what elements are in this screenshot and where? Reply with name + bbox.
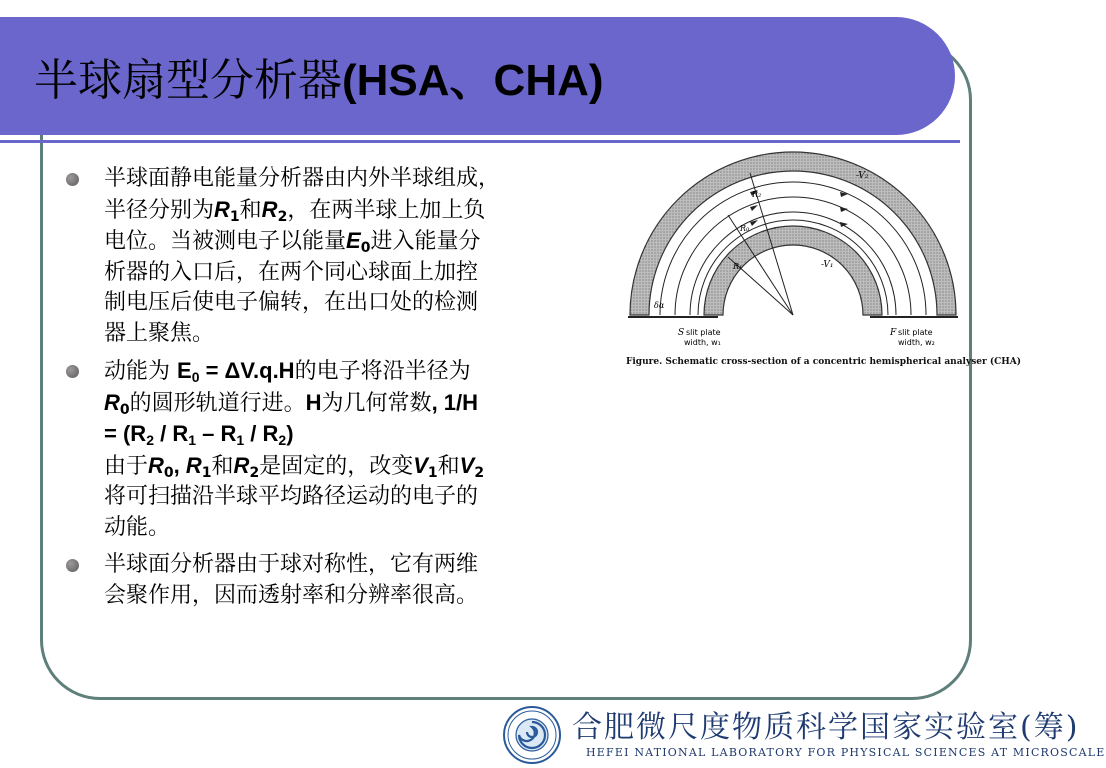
- arrow-head: [840, 222, 848, 227]
- bullet-text-2: 动能为 $E_0 = \Delta V.q.H$的电子将沿半径为 $R_0$的圆形轨道行进。H为几何常数, 1/H = $(R_2 / R_1 - R_1 / R_2)$ 由于$R_0$, $R_1$和$R_2$是固定的，改变$V_1$和$V_2$ 将可扫描沿半球平均路径运动的电子的 动能。: [104, 358, 485, 540]
- label-v2: -V₂: [856, 171, 869, 181]
- bullet-dot-icon: [66, 559, 79, 572]
- lab-name-en: HEFEI NATIONAL LABORATORY FOR PHYSICAL SCIENCES AT MICROSCALE: [586, 746, 1106, 759]
- label-f: F: [890, 328, 897, 338]
- bullet-text-3: 半球面分析器由于球对称性，它有两维 会聚作用，因而透射率和分辨率很高。: [104, 552, 479, 608]
- bullet-item: [66, 550, 594, 611]
- label-r1: R₁: [733, 262, 743, 271]
- label-r0: R₀: [740, 224, 750, 233]
- figure-caption: Figure. Schematic cross-section of a concentric hemispherical analyser (CHA): [626, 357, 1022, 367]
- cha-figure: [600, 165, 1022, 380]
- label-f-line2: width, w₂: [898, 338, 935, 347]
- bullet-text-1: 半球面静电能量分析器由内外半球组成， 半径分别为$R_1$和$R_2$，在两半球上加上负 电位。当被测电子以能量$E_0$进入能量分 析器的入口后，在两个同心球面上加控 制电压后使电子偏转，在出口处的检测 器上聚焦。: [104, 166, 501, 346]
- lab-logo-icon: [503, 706, 561, 764]
- label-v1: -V₁: [821, 260, 834, 270]
- arrow-head: [840, 192, 848, 197]
- arrow-head: [840, 207, 848, 212]
- label-s: S: [678, 328, 685, 338]
- cha-diagram: [600, 165, 980, 355]
- inner-hemisphere: [704, 226, 882, 315]
- bullet-dot-icon: [66, 365, 79, 378]
- lab-name-cn: 合肥微尺度物质科学国家实验室(筹): [572, 710, 1080, 745]
- content-body: [66, 164, 594, 618]
- label-ba: δα: [654, 301, 665, 310]
- label-f-line1: slit plate: [898, 328, 933, 337]
- label-r2: R₂: [752, 190, 762, 199]
- title-underline: [0, 140, 960, 143]
- label-s-line2: width, w₁: [684, 338, 721, 347]
- footer-banner: [500, 700, 1106, 768]
- bullet-dot-icon: [66, 173, 79, 186]
- slide-title: 半球扇型分析器(HSA、CHA): [34, 55, 604, 106]
- label-s-line1: slit plate: [686, 328, 721, 337]
- arrow-head: [750, 205, 758, 211]
- bullet-item: [66, 164, 594, 349]
- bullet-item: [66, 356, 594, 543]
